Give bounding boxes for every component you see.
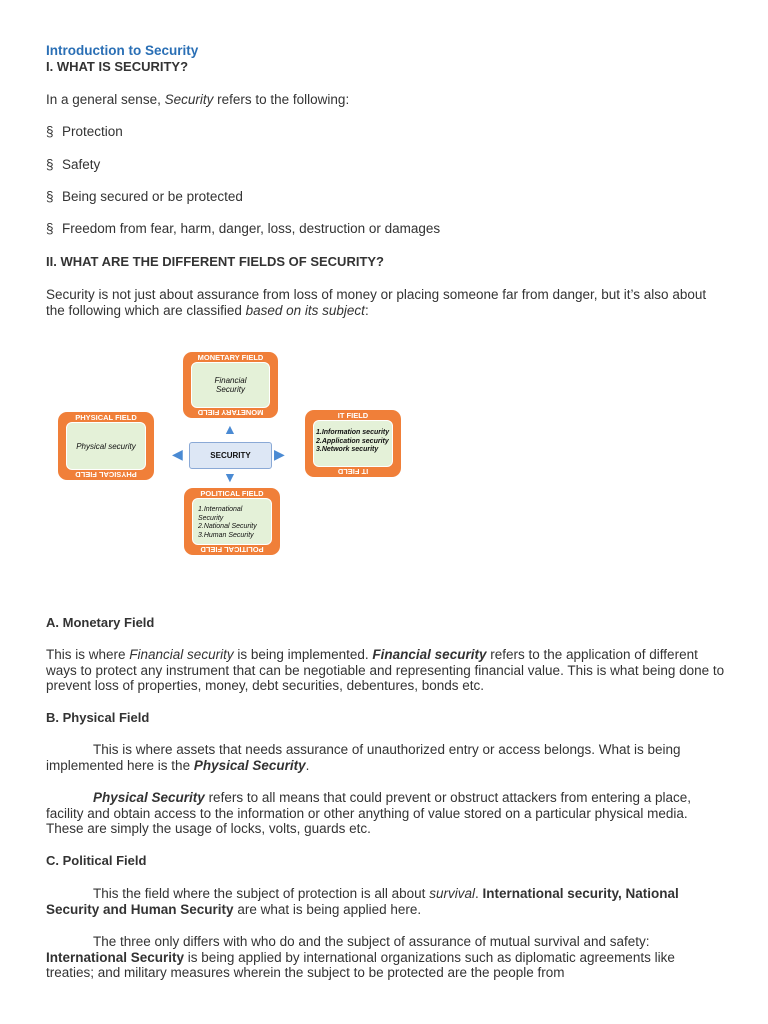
monetary-paragraph: This is where Financial security is being implemented. Financial security refers to the application of different ways to protect any instrument that can be negotiable and representing financial value. This is what being done to prevent loss of properties, money, debt securities, debentures, bonds etc. <box>46 647 725 693</box>
political-line: 2.National Security <box>198 523 257 530</box>
heading-physical-field: B. Physical Field <box>46 710 150 725</box>
monetary-field-box <box>183 352 278 418</box>
physical-field-label-bottom: PHYSICAL FIELD <box>75 470 137 479</box>
intro-paragraph: In a general sense, Security refers to the following: <box>46 92 350 107</box>
security-center-label: SECURITY <box>210 451 251 460</box>
list-item: § Protection <box>46 124 123 139</box>
arrow-down-icon: ▼ <box>223 469 237 485</box>
heading-political-field: C. Political Field <box>46 853 147 868</box>
security-fields-diagram <box>56 350 406 560</box>
it-field-label: IT FIELD <box>337 411 369 420</box>
physical-paragraph-2: Physical Security refers to all means that could prevent or obstruct attackers from entering a place, facility and obtain access to the information or other anything of value stored on a particular physical media. These are simply the usage of locks, volts, guards etc. <box>46 790 692 836</box>
it-line: 3.Network security <box>316 446 379 453</box>
physical-paragraph-1: This is where assets that needs assurance of unauthorized entry or access belongs. What is being implemented here is the Physical Security. <box>46 742 681 773</box>
political-line: 1.International Security <box>198 506 243 522</box>
heading-monetary-field: A. Monetary Field <box>46 615 155 630</box>
political-paragraph-2: The three only differs with who do and the subject of assurance of mutual survival and safety: International Security is being applied by international organizations such as diplomatic agreements like treaties; and military measures wherein the subject to be protected are the people from <box>46 934 675 980</box>
political-field-label: POLITICAL FIELD <box>200 489 264 498</box>
political-paragraph-1: This the field where the subject of protection is all about survival. International security, National Security and Human Security are what is being applied here. <box>46 886 679 917</box>
arrow-left-icon: ◀ <box>172 446 183 462</box>
doc-title: Introduction to Security <box>46 43 199 58</box>
political-line: 3.Human Security <box>198 531 254 539</box>
it-line: 2.Application security <box>316 437 389 445</box>
list-item: § Being secured or be protected <box>46 189 243 204</box>
it-field-box <box>305 410 401 477</box>
physical-field-label: PHYSICAL FIELD <box>75 413 137 422</box>
physical-field-box <box>58 412 154 480</box>
it-line: 1.Information security <box>316 429 390 436</box>
political-field-box <box>184 488 280 555</box>
heading-fields-of-security: II. WHAT ARE THE DIFFERENT FIELDS OF SECURITY? <box>46 254 384 269</box>
it-field-label-bottom: IT FIELD <box>337 467 369 476</box>
list-item: § Safety <box>46 157 101 172</box>
list-item: § Freedom from fear, harm, danger, loss, destruction or damages <box>46 221 441 236</box>
political-field-label-bottom: POLITICAL FIELD <box>200 545 264 554</box>
heading-what-is-security: I. WHAT IS SECURITY? <box>46 59 189 74</box>
financial-security-text: Financial Security <box>214 376 247 394</box>
security-center-box <box>189 442 272 469</box>
arrow-right-icon: ▶ <box>274 446 285 462</box>
physical-security-text: Physical security <box>76 441 136 451</box>
fields-paragraph: Security is not just about assurance from loss of money or placing someone far from danger, but it’s also about the following which are classified based on its subject: <box>46 287 707 318</box>
monetary-field-label-bottom: MONETARY FIELD <box>197 408 264 417</box>
monetary-field-label: MONETARY FIELD <box>197 353 264 362</box>
arrow-up-icon: ▲ <box>223 421 237 437</box>
